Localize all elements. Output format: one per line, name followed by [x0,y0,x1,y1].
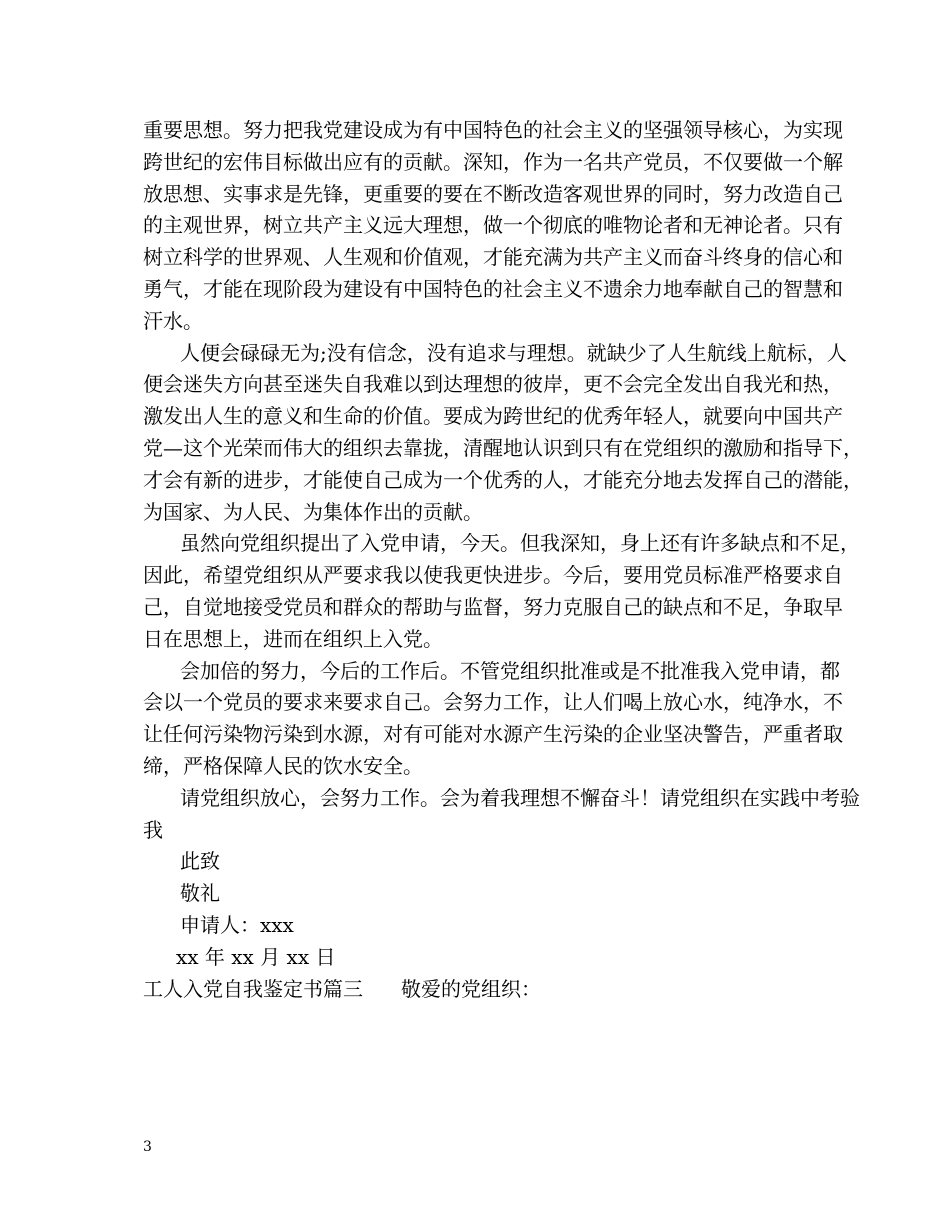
paragraph-line: 跨世纪的宏伟目标做出应有的贡献。深知，作为一名共产党员，不仅要做一个解 [143,149,843,174]
paragraph-line: 勇气，才能在现阶段为建设有中国特色的社会主义不遗余力地奉献自己的智慧和 [143,276,843,301]
paragraph-line: 会加倍的努力，今后的工作后。不管党组织批准或是不批准我入党申请，都 [180,658,840,683]
paragraph-line: 树立科学的世界观、人生观和价值观，才能充满为共产主义而奋斗终身的信心和 [143,245,843,270]
paragraph-line: 为国家、为人民、为集体作出的贡献。 [143,499,483,524]
paragraph-line: 才会有新的进步，才能使自己成为一个优秀的人，才能充分地去发挥自己的潜能， [143,467,863,492]
paragraph-3 [143,528,860,655]
applicant-signature: 申请人：xxx [180,912,294,937]
paragraph-line: 会以一个党员的要求来要求自己。会努力工作，让人们喝上放心水，纯净水，不 [143,690,843,715]
paragraph-line: 虽然向党组织提出了入党申请，今天。但我深知，身上还有许多缺点和不足， [180,531,860,556]
paragraph-line: 激发出人生的意义和生命的价值。要成为跨世纪的优秀年轻人，就要向中国共产 [143,404,843,429]
paragraph-line: 己，自觉地接受党员和群众的帮助与监督，努力克服自己的缺点和不足，争取早 [143,594,843,619]
paragraph-line: 党—这个光荣而伟大的组织去靠拢，清醒地认识到只有在党组织的激励和指导下， [143,435,863,460]
page-number: 3 [143,1139,152,1155]
application-date: xx 年 xx 月 xx 日 [176,944,336,969]
paragraph-4 [143,656,843,783]
document-body [143,115,863,1005]
next-section-heading [143,974,833,1006]
paragraph-line: 放思想、实事求是先锋，更重要的要在不断改造客观世界的同时，努力改造自己 [143,181,843,206]
closing-block [143,846,833,973]
next-section-title: 工人入党自我鉴定书篇三 [143,976,363,1001]
salutation-cizhi: 此致 [180,849,220,874]
next-section-greeting: 敬爱的党组织： [401,976,541,1001]
paragraph-line: 因此，希望党组织从严要求我以使我更快进步。今后，要用党员标准严格要求自 [143,563,843,588]
paragraph-2 [143,338,863,529]
paragraph-line: 人便会碌碌无为;没有信念，没有追求与理想。就缺少了人生航线上航标，人 [180,340,847,365]
paragraph-line: 重要思想。努力把我党建设成为有中国特色的社会主义的坚强领导核心，为实现 [143,118,843,142]
paragraph-line: 缔，严格保障人民的饮水安全。 [143,753,423,778]
paragraph-line: 让任何污染物污染到水源，对有可能对水源产生污染的企业坚决警告，严重者取 [143,722,843,747]
salutation-jingli: 敬礼 [180,881,220,906]
paragraph-line: 汗水。 [143,308,203,333]
paragraph-line: 的主观世界，树立共产主义远大理想，做一个彻底的唯物论者和无神论者。只有 [143,213,843,238]
paragraph-1 [143,115,843,338]
paragraph-5 [143,783,860,847]
paragraph-line: 日在思想上，进而在组织上入党。 [143,626,443,651]
paragraph-line: 请党组织放心，会努力工作。会为着我理想不懈奋斗！请党组织在实践中考验 [180,785,860,810]
paragraph-line: 我 [143,817,163,842]
paragraph-line: 便会迷失方向甚至迷失自我难以到达理想的彼岸，更不会完全发出自我光和热， [143,372,843,397]
